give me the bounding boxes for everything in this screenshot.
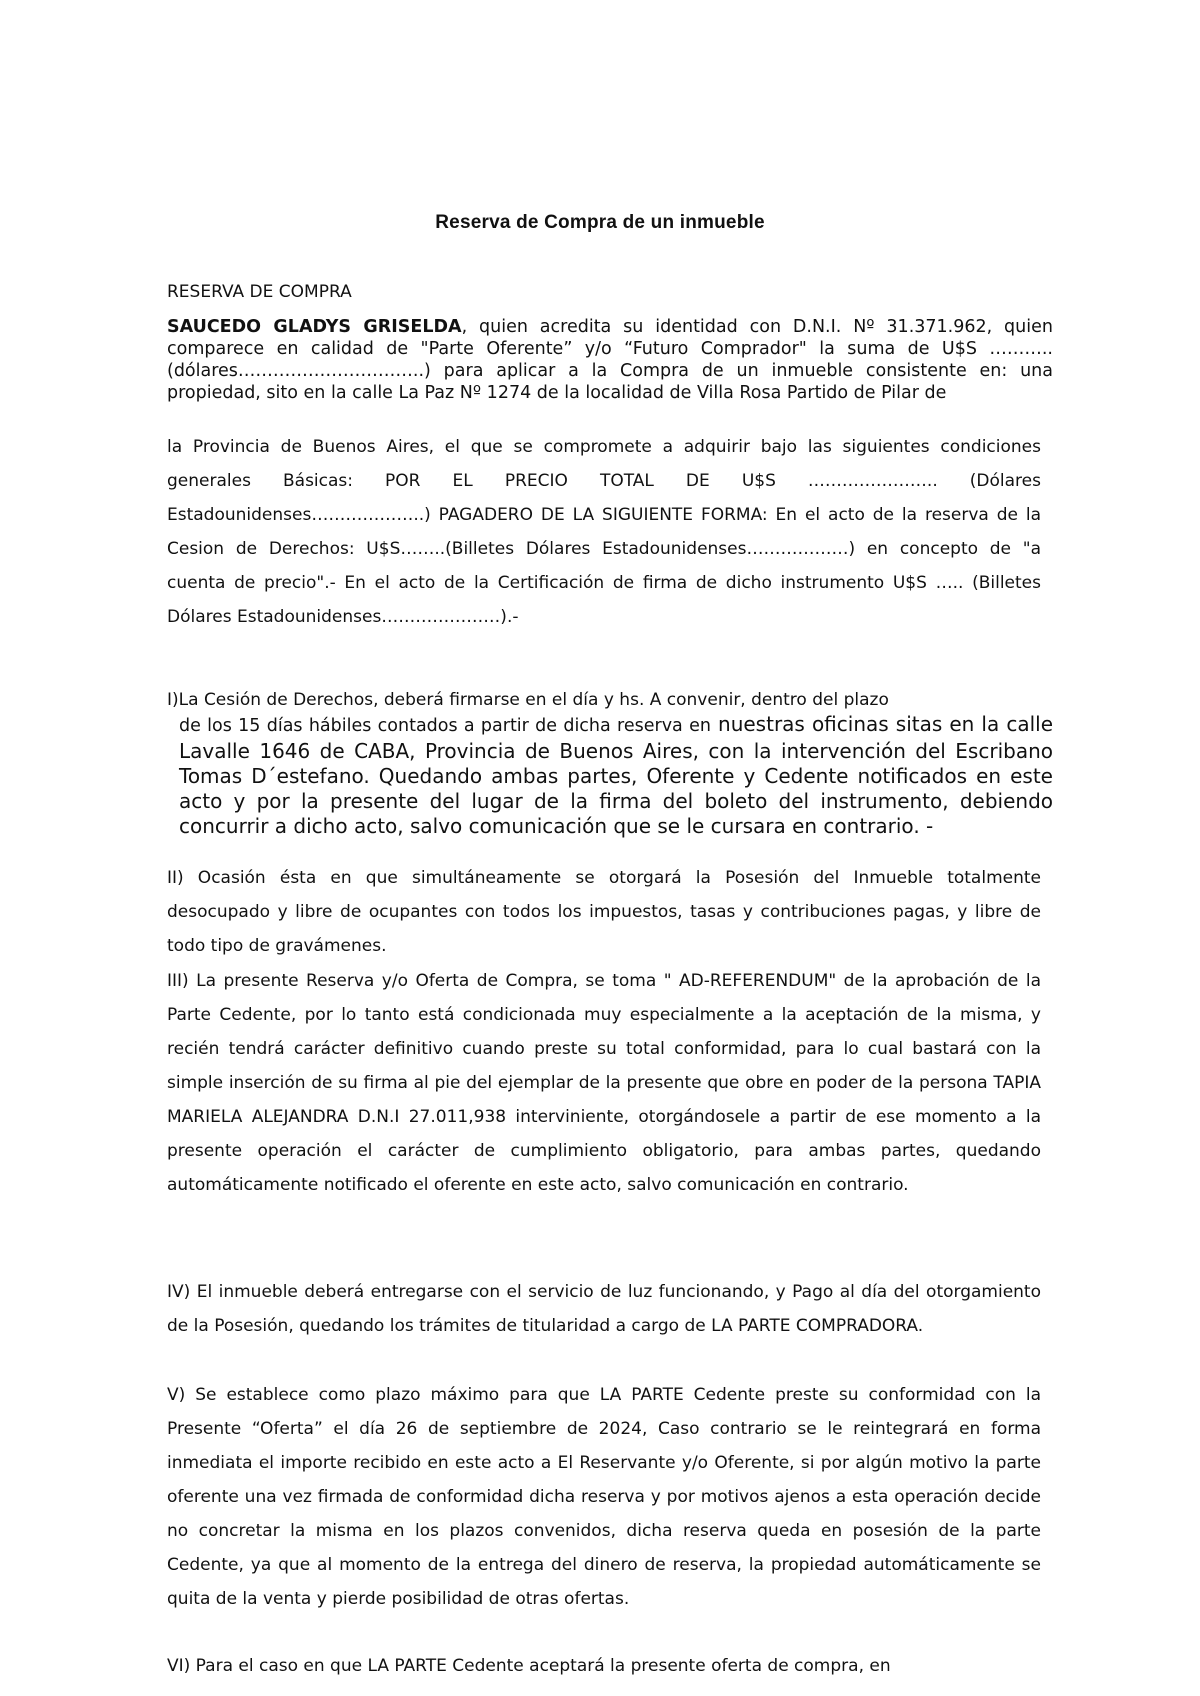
intro-text: , quien acredita su identidad con D.N.I. Nº 31.371.962, quien comparece en calidad de "Parte Oferente” y/o “Futuro Comprador" la suma de U$S ……….. (dólares…………………………..) para aplicar a la Compra de un inmueble consistente en: una propiedad, sito en la calle La Paz Nº 1274 de la localidad de Villa Rosa Partido de Pilar de [167,317,1053,403]
clause-i [167,688,1053,839]
clause-iii: III) La presente Reserva y/o Oferta de Compra, se toma " AD-REFERENDUM" de la aprobación de la Parte Cedente, por lo tanto está condicionada muy especialmente a la aceptación de la misma, y recién tendrá carácter definitivo cuando preste su total conformidad, para lo cual bastará con la simple inserción de su firma al pie del ejemplar de la presente que obre en poder de la persona TAPIA MARIELA ALEJANDRA D.N.I 27.011,938 interviniente, otorgándosele a partir de ese momento a la presente operación el carácter de cumplimiento obligatorio, para ambas partes, quedando automáticamente notificado el oferente en este acto, salvo comunicación en contrario. [167,971,1041,1195]
clause-iv: IV) El inmueble deberá entregarse con el servicio de luz funcionando, y Pago al día del otorgamiento de la Posesión, quedando los trámites de titularidad a cargo de LA PARTE COMPRADORA. [167,1282,1041,1336]
clause-v: V) Se establece como plazo máximo para que LA PARTE Cedente preste su conformidad con la Presente “Oferta” el día 26 de septiembre de 2024, Caso contrario se le reintegrará en forma inmediata el importe recibido en este acto a El Reservante y/o Oferente, si por algún motivo la parte oferente una vez firmada de conformidad dicha reserva y por motivos ajenos a esta operación decide no concretar la misma en los plazos convenidos, dicha reserva queda en posesión de la parte Cedente, ya que al momento de la entrega del dinero de reserva, la propiedad automáticamente se quita de la venta y pierde posibilidad de otras ofertas. [167,1385,1041,1609]
clause-vi: VI) Para el caso en que LA PARTE Cedente aceptará la presente oferta de compra, en [167,1656,891,1676]
intro-paragraph [167,316,1053,404]
section-heading: RESERVA DE COMPRA [167,282,352,302]
clause-ii: II) Ocasión ésta en que simultáneamente se otorgará la Posesión del Inmueble totalmente desocupado y libre de ocupantes con todos los impuestos, tasas y contribuciones pagas, y libre de todo tipo de gravámenes. [167,868,1041,956]
clause-i-small-text: de los 15 días hábiles contados a partir de dicha reserva en [179,716,711,736]
clause-i-body [167,712,1053,839]
conditions-paragraph: la Provincia de Buenos Aires, el que se compromete a adquirir bajo las siguientes condiciones generales Básicas: POR EL PRECIO TOTAL DE U$S ………………….. (Dólares Estadounidenses………………..) PAGADERO DE LA SIGUIENTE FORMA: En el acto de la reserva de la Cesion de Derechos: U$S……..(Billetes Dólares Estadounidenses………………) en concepto de "a cuenta de precio".- En el acto de la Certificación de firma de dicho instrumento U$S ….. (Billetes Dólares Estadounidenses…………………).- [167,437,1041,627]
offerer-name: SAUCEDO GLADYS GRISELDA [167,317,462,337]
document-title: Reserva de Compra de un inmueble [435,212,765,233]
clause-i-first-line: I)La Cesión de Derechos, deberá firmarse en el día y hs. A convenir, dentro del plazo [167,690,889,710]
clause-i-large-text: nuestras oficinas sitas en la calle Lavalle 1646 de CABA, Provincia de Buenos Aires, con la intervención del Escribano Tomas D´estefano. Quedando ambas partes, Oferente y Cedente notificados en este acto y por la presente del lugar de la firma del boleto del instrumento, debiendo concurrir a dicho acto, salvo comunicación que se le cursara en contrario. - [179,712,1053,838]
